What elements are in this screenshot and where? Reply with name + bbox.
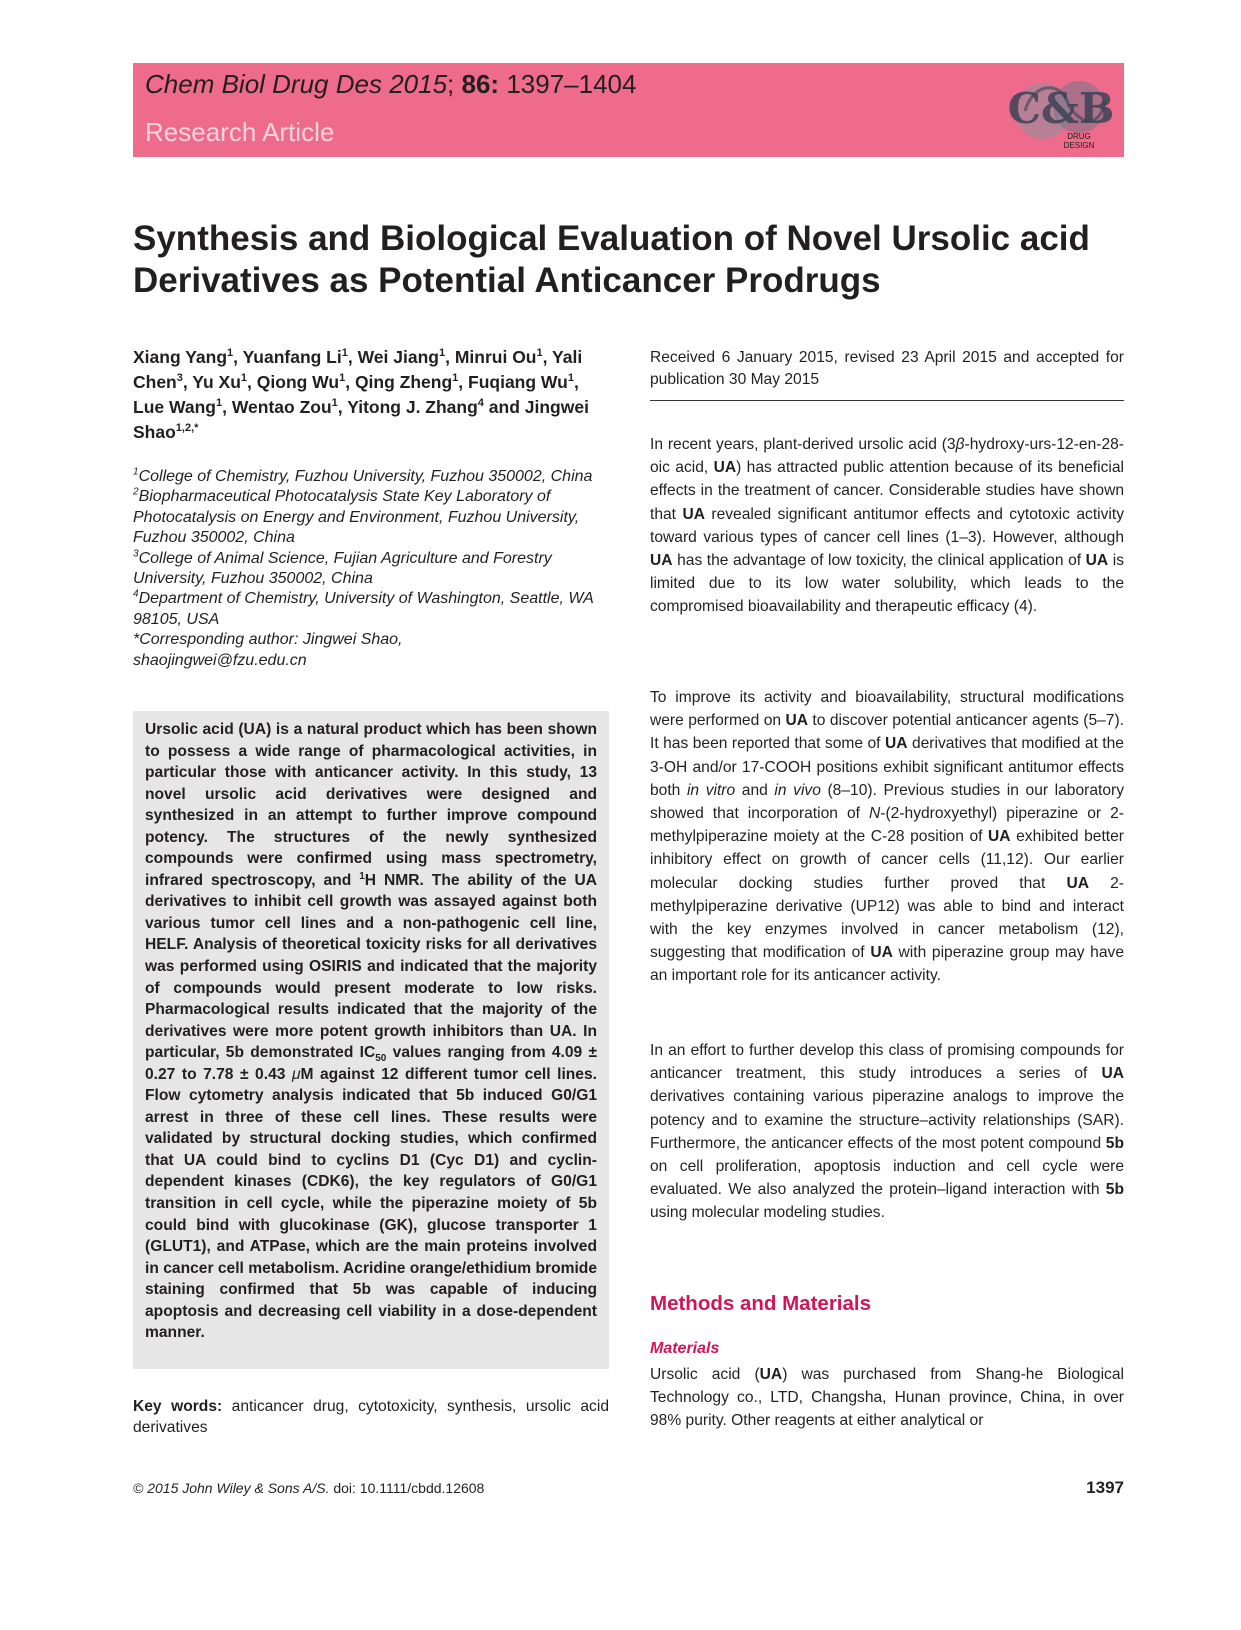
footer-citation xyxy=(133,1480,484,1496)
keywords xyxy=(133,1396,609,1438)
ua-abbrev: UA xyxy=(870,944,893,962)
author-name: Jingwei Shao xyxy=(133,397,589,442)
text-run: has the advantage of low toxicity, the clinical application of xyxy=(672,552,1086,570)
abstract-box xyxy=(133,711,609,1369)
journal-citation xyxy=(145,69,636,100)
intro-paragraph-2 xyxy=(650,686,1124,988)
author-name: Lue Wang xyxy=(133,397,216,417)
corresponding-email[interactable]: shaojingwei@fzu.edu.cn xyxy=(133,651,307,669)
ua-abbrev: UA xyxy=(1066,874,1089,892)
text-run: Ursolic acid ( xyxy=(650,1366,760,1383)
ua-abbrev: UA xyxy=(884,735,908,753)
abstract-sub-50: 50 xyxy=(375,1053,387,1065)
text-run: on cell proliferation, apoptosis induction and cell cycle were evaluated. We also analyzed the protein–ligand interaction with xyxy=(650,1158,1124,1199)
ua-abbrev: UA xyxy=(988,828,1011,846)
abstract-text xyxy=(145,719,597,1344)
text-run: ) was purchased from Shang-he Biological Technology co., LTD, Changsha, Hunan province, China, in over 98% purity. Other reagents at either analytical or xyxy=(650,1366,1124,1430)
text-run: using molecular modeling studies. xyxy=(650,1204,885,1222)
author-name: Fuqiang Wu xyxy=(468,372,568,392)
author-name: Yu Xu xyxy=(192,372,241,392)
journal-volume: 86: xyxy=(461,69,500,99)
text-run: (8–10). Previous studies in our laboratory showed that incorporation of xyxy=(650,781,1125,823)
article-title: Synthesis and Biological Evaluation of Novel Ursolic acid Derivatives as Potential Anticancer Prodrugs xyxy=(133,219,1090,300)
author-affiliation-mark: 1 xyxy=(536,347,543,360)
author-list: Xiang Yang$^1$, Yuanfang Li$^1$, Wei Jiang$^1$, Minrui Ou$^1$, Yali Chen$^3$, Yu Xu$^1$, Qiong Wu$^1$, Qing Zheng$^1$, Fuqiang Wu$^1$, Lue Wang$^1$, Wentao Zou$^1$, Yitong J. Zhang$^4$ and Jingwei Shao$^{1,2,*}$ xyxy=(133,347,589,442)
text-run: exhibited better inhibitory effect on growth of cancer cells (11,12). Our earlier molecular docking studies further proved that xyxy=(650,828,1124,892)
text-run: 2-methylpiperazine derivative (UP12) was able to bind and interact with the key enzymes involved in cancer metabolism (12), suggesting that modification of xyxy=(650,874,1124,962)
author-affiliation-mark: 1 xyxy=(452,372,459,385)
text-run: In recent years, plant-derived ursolic acid (3 xyxy=(650,436,956,453)
abstract-part-4: against 12 different tumor cell lines. Flow cytometry analysis indicated that 5b induced G0/G1 arrest in three of these cell lines. These results were validated by structural docking studies, which confirmed that UA could bind to cyclins D1 (Cyc D1) and cyclin-dependent kinases (CDK6), the key regulators of G0/G1 transition in cell cycle, while the piperazine moiety of 5b could bind with glucokinase (GK), glucose transporter 1 (GLUT1), and ATPase, which are the main proteins involved in cancer cell metabolism. Acridine orange/ethidium bromide staining confirmed that 5b was capable of inducing apoptosis and decreasing cell viability in a dose-dependent manner. xyxy=(145,1065,597,1342)
methods-heading: Methods and Materials xyxy=(650,1292,871,1315)
journal-separator: ; xyxy=(447,69,455,99)
text-run: In an effort to further develop this class of promising compounds for anticancer treatment, this study introduces a series of xyxy=(650,1042,1124,1083)
affiliation-text: Biopharmaceutical Photocatalysis State Key Laboratory of Photocatalysis on Energy and Environment, Fuzhou University, Fuzhou 350002, China xyxy=(133,488,580,547)
abstract-part-1: Ursolic acid (UA) is a natural product which has been shown to possess a wide range of pharmacological activities, in particular those with anticancer activity. In this study, 13 novel ursolic acid derivatives were designed and synthesized in an attempt to further improve compound potency. The structures of the newly synthesized compounds were confirmed using mass spectrometry, infrared spectroscopy, and xyxy=(145,721,597,889)
text-run: with piperazine group may have an important role for its anticancer activity. xyxy=(650,944,1124,985)
text-run: derivatives that modified at the 3-OH and/or 17-COOH positions exhibit significant antitumor effects both xyxy=(650,735,1124,799)
intro-paragraph-1 xyxy=(650,433,1124,619)
affiliation xyxy=(133,549,613,590)
text-run: and xyxy=(735,781,775,799)
ua-abbrev: UA xyxy=(785,712,808,730)
abstract-unit: M xyxy=(300,1065,314,1083)
affiliation-text: Department of Chemistry, University of Washington, Seattle, WA 98105, USA xyxy=(133,590,594,628)
materials-heading: Materials xyxy=(650,1340,720,1357)
keywords-text: anticancer drug, cytotoxicity, synthesis, ursolic acid derivatives xyxy=(133,1398,609,1436)
author-affiliation-mark: 1 xyxy=(339,372,346,385)
in-vitro: in vitro xyxy=(686,781,736,799)
logo-caption-drug: DRUG xyxy=(1067,132,1091,141)
journal-pages: 1397–1404 xyxy=(506,69,637,99)
cb-drug-design-logo xyxy=(1007,71,1115,151)
ua-abbrev: UA xyxy=(713,459,737,477)
ua-abbrev: UA xyxy=(1085,552,1109,570)
affiliation-text: College of Chemistry, Fuzhou University, Fuzhou 350002, China xyxy=(138,468,593,485)
logo-letters: C&B xyxy=(1007,84,1115,133)
affiliation-number: 4 xyxy=(133,589,139,601)
affiliation-number: 2 xyxy=(133,487,139,499)
compound-5b: 5b xyxy=(1105,1134,1124,1152)
corresponding-author: *Corresponding author: Jingwei Shao, xyxy=(133,631,403,649)
divider-rule xyxy=(650,400,1124,401)
affiliation-number: 1 xyxy=(133,466,139,478)
affiliation-text: College of Animal Science, Fujian Agriculture and Forestry University, Fuzhou 350002, China xyxy=(133,549,552,588)
text-run: is limited due to its low water solubility, which leads to the compromised bioavailability and therapeutic efficacy (4). xyxy=(650,552,1124,616)
received-dates: Received 6 January 2015, revised 23 April 2015 and accepted for publication 30 May 2015 xyxy=(650,349,1124,388)
affiliation-number: 3 xyxy=(133,548,139,560)
abstract-sup-1: 1 xyxy=(359,870,365,882)
affiliation xyxy=(133,467,613,487)
doi[interactable]: doi: 10.1111/cbdd.12608 xyxy=(329,1480,485,1496)
author-name: Qiong Wu xyxy=(256,372,340,392)
ua-abbrev: UA xyxy=(759,1366,783,1383)
author-affiliation-mark: 1 xyxy=(215,397,223,410)
affiliation xyxy=(133,589,613,630)
author-name: Minrui Ou xyxy=(454,347,537,367)
author-affiliation-mark: 1 xyxy=(438,347,446,360)
author-affiliation-mark: 1 xyxy=(331,397,338,410)
affiliation-list xyxy=(133,467,613,630)
author-name: Yali Chen xyxy=(133,347,583,392)
ua-abbrev: UA xyxy=(682,505,705,523)
abstract-part-2: H NMR. The ability of the UA derivatives to inhibit cell growth was assayed against both various tumor cell lines and a non-pathogenic cell line, HELF. Analysis of theoretical toxicity risks for all derivatives was performed using OSIRIS and indicated that the majority of compounds would present moderate to low risks. Pharmacological results indicated that the majority of the derivatives were more potent growth inhibitors than UA. In particular, 5b demonstrated IC xyxy=(145,871,598,1062)
n-italic: N xyxy=(869,805,881,823)
author-name: Yuanfang Li xyxy=(242,347,342,367)
ua-abbrev: UA xyxy=(1101,1065,1124,1083)
text-run: -hydroxy-urs-12-en-28-oic acid, xyxy=(650,436,1124,477)
abstract-mu: μ xyxy=(291,1065,301,1083)
author-affiliation-mark: 1,2,* xyxy=(175,422,199,435)
in-vivo: in vivo xyxy=(774,781,821,799)
abstract-part-3: values ranging from 4.09 ± 0.27 to 7.78 ± 0.43 xyxy=(145,1044,597,1083)
intro-paragraph-3 xyxy=(650,1039,1124,1225)
text-run: derivatives containing various piperazine analogs to improve the potency and to examine the structure–activity relationships (SAR). Furthermore, the anticancer effects of the most potent compound xyxy=(650,1088,1124,1152)
affiliations xyxy=(133,467,613,671)
ua-abbrev: UA xyxy=(650,552,673,570)
text-run: -(2-hydroxyethyl) piperazine or 2-methylpiperazine moiety at the C-28 position of xyxy=(650,805,1124,846)
text-run: to discover potential anticancer agents (5–7). It has been reported that some of xyxy=(650,712,1124,753)
author-name: Qing Zheng xyxy=(354,372,453,392)
author-name: Xiang Yang xyxy=(133,347,228,367)
author-name: Wentao Zou xyxy=(231,397,332,417)
author-affiliation-mark: 1 xyxy=(341,347,348,360)
author-affiliation-mark: 1 xyxy=(227,347,234,360)
author-name: Wei Jiang xyxy=(357,347,439,367)
affiliation xyxy=(133,487,613,548)
materials-paragraph xyxy=(650,1363,1124,1433)
keywords-label: Key words: xyxy=(133,1398,223,1415)
article-type: Research Article xyxy=(145,117,335,147)
author-affiliation-mark: 3 xyxy=(176,372,183,385)
copyright: © 2015 John Wiley & Sons A/S. xyxy=(133,1480,330,1496)
journal-name: Chem Biol Drug Des 2015 xyxy=(145,69,448,99)
text-run: ) has attracted public attention because of its beneficial effects in the treatment of cancer. Considerable studies have shown that xyxy=(650,459,1124,523)
author-affiliation-mark: 4 xyxy=(477,397,484,410)
text-run: revealed significant antitumor effects and cytotoxic activity toward various types of cancer cell lines (1–3). However, although xyxy=(650,505,1125,546)
logo-caption-design: DESIGN xyxy=(1063,141,1095,150)
author-affiliation-mark: 1 xyxy=(240,372,248,385)
page-number: 1397 xyxy=(1086,1478,1124,1497)
compound-5b: 5b xyxy=(1105,1181,1124,1199)
journal-banner xyxy=(133,63,1124,157)
author-affiliation-mark: 1 xyxy=(567,372,574,385)
beta-symbol: β xyxy=(955,436,965,453)
text-run: To improve its activity and bioavailability, structural modifications were performed on xyxy=(650,689,1124,730)
author-name: Yitong J. Zhang xyxy=(347,397,478,417)
